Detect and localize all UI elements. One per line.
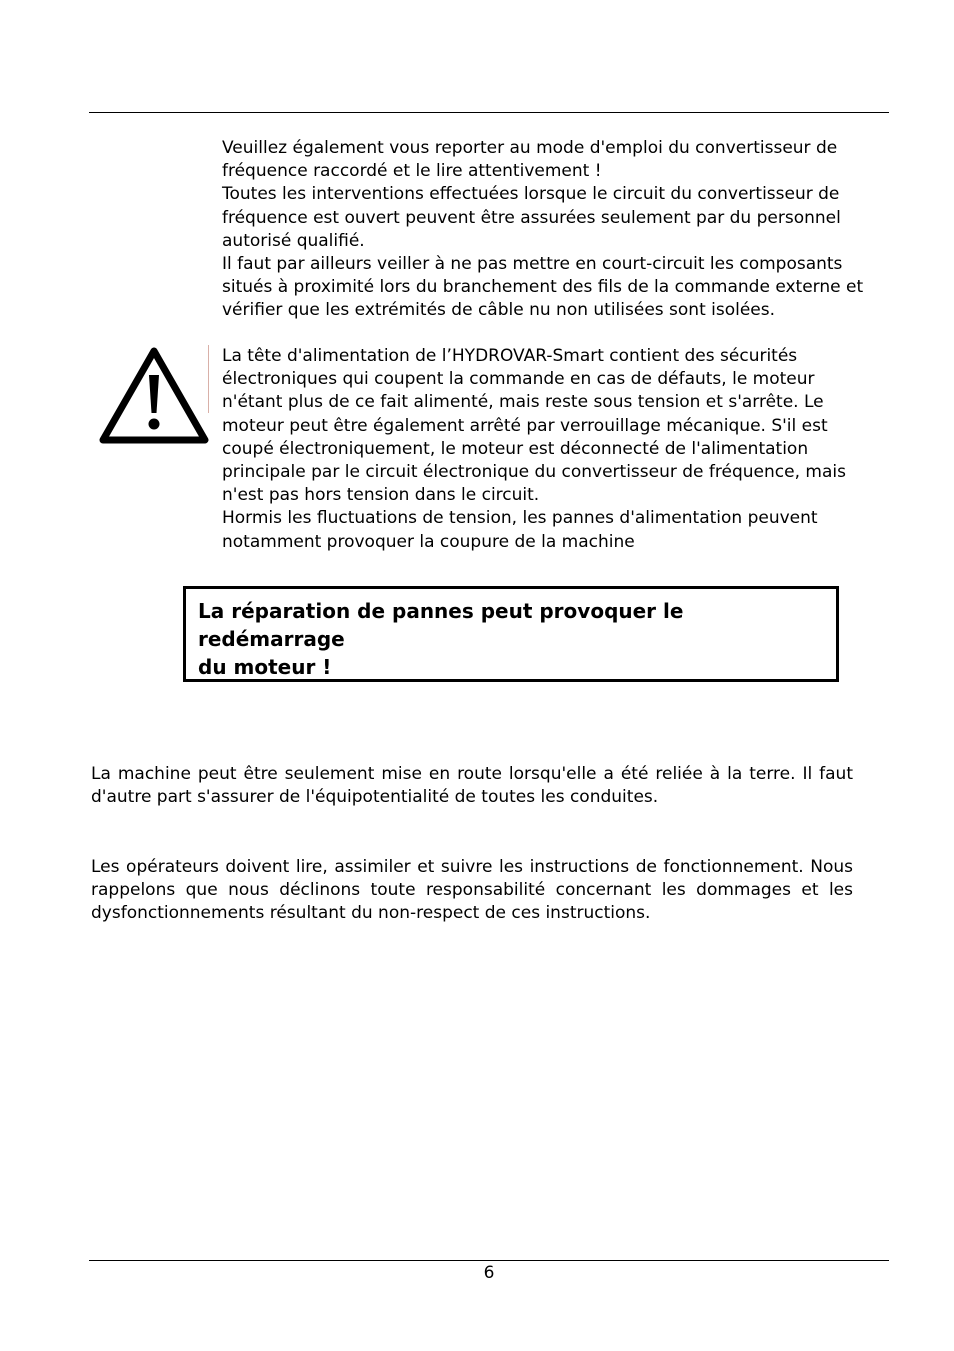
header-rule bbox=[89, 112, 889, 113]
intro-line: fréquence est ouvert peuvent être assurées seulement par du personnel bbox=[222, 207, 841, 228]
motor-restart-callout bbox=[183, 586, 839, 682]
grounding-paragraph: La machine peut être seulement mise en route lorsqu'elle a été reliée à la terre. Il faut d'autre part s'assurer de l'équipotentialité de toutes les conduites. bbox=[91, 764, 853, 808]
callout-line: du moteur ! bbox=[198, 655, 332, 679]
intro-line: Veuillez également vous reporter au mode d'emploi du convertisseur de bbox=[222, 138, 838, 158]
warning-margin-line bbox=[208, 345, 209, 413]
warning-line: électroniques qui coupent la commande en cas de défauts, le moteur bbox=[222, 369, 815, 390]
warning-line: coupé électroniquement, le moteur est déconnecté de l'alimentation bbox=[222, 438, 809, 459]
warning-line: principale par le circuit électronique du convertisseur de fréquence, mais bbox=[222, 462, 846, 483]
callout-line: La réparation de pannes peut provoquer le redémarrage bbox=[198, 599, 684, 651]
intro-line: autorisé qualifié. bbox=[222, 230, 365, 251]
warning-line: moteur peut être également arrêté par verrouillage mécanique. S'il est bbox=[222, 415, 828, 436]
warning-line: n'étant plus de ce fait alimenté, mais reste sous tension et s'arrête. Le bbox=[222, 392, 824, 413]
intro-line: Toutes les interventions effectuées lorsque le circuit du convertisseur de bbox=[222, 184, 840, 205]
warning-line: notamment provoquer la coupure de la machine bbox=[222, 531, 635, 552]
page-number: 6 bbox=[483, 1263, 495, 1283]
warning-text-block bbox=[222, 345, 872, 554]
operators-paragraph: Les opérateurs doivent lire, assimiler et suivre les instructions de fonctionnement. Nous rappelons que nous déclinons toute responsabilité concernant les dommages et les dysfonctionnements résultant du non-respect de ces instructions. bbox=[91, 857, 853, 924]
intro-line: Il faut par ailleurs veiller à ne pas mettre en court-circuit les composants bbox=[222, 254, 843, 275]
warning-line: Hormis les fluctuations de tension, les pannes d'alimentation peuvent bbox=[222, 508, 818, 529]
intro-text-block bbox=[222, 137, 882, 323]
intro-line: situés à proximité lors du branchement des fils de la commande externe et bbox=[222, 277, 864, 298]
intro-line: vérifier que les extrémités de câble nu non utilisées sont isolées. bbox=[222, 300, 776, 321]
intro-line: fréquence raccordé et le lire attentivement ! bbox=[222, 161, 602, 182]
warning-line: La tête d'alimentation de l’HYDROVAR-Smart contient des sécurités bbox=[222, 346, 798, 366]
footer-rule bbox=[89, 1260, 889, 1261]
warning-line: n'est pas hors tension dans le circuit. bbox=[222, 485, 540, 506]
warning-triangle-icon bbox=[98, 345, 210, 445]
